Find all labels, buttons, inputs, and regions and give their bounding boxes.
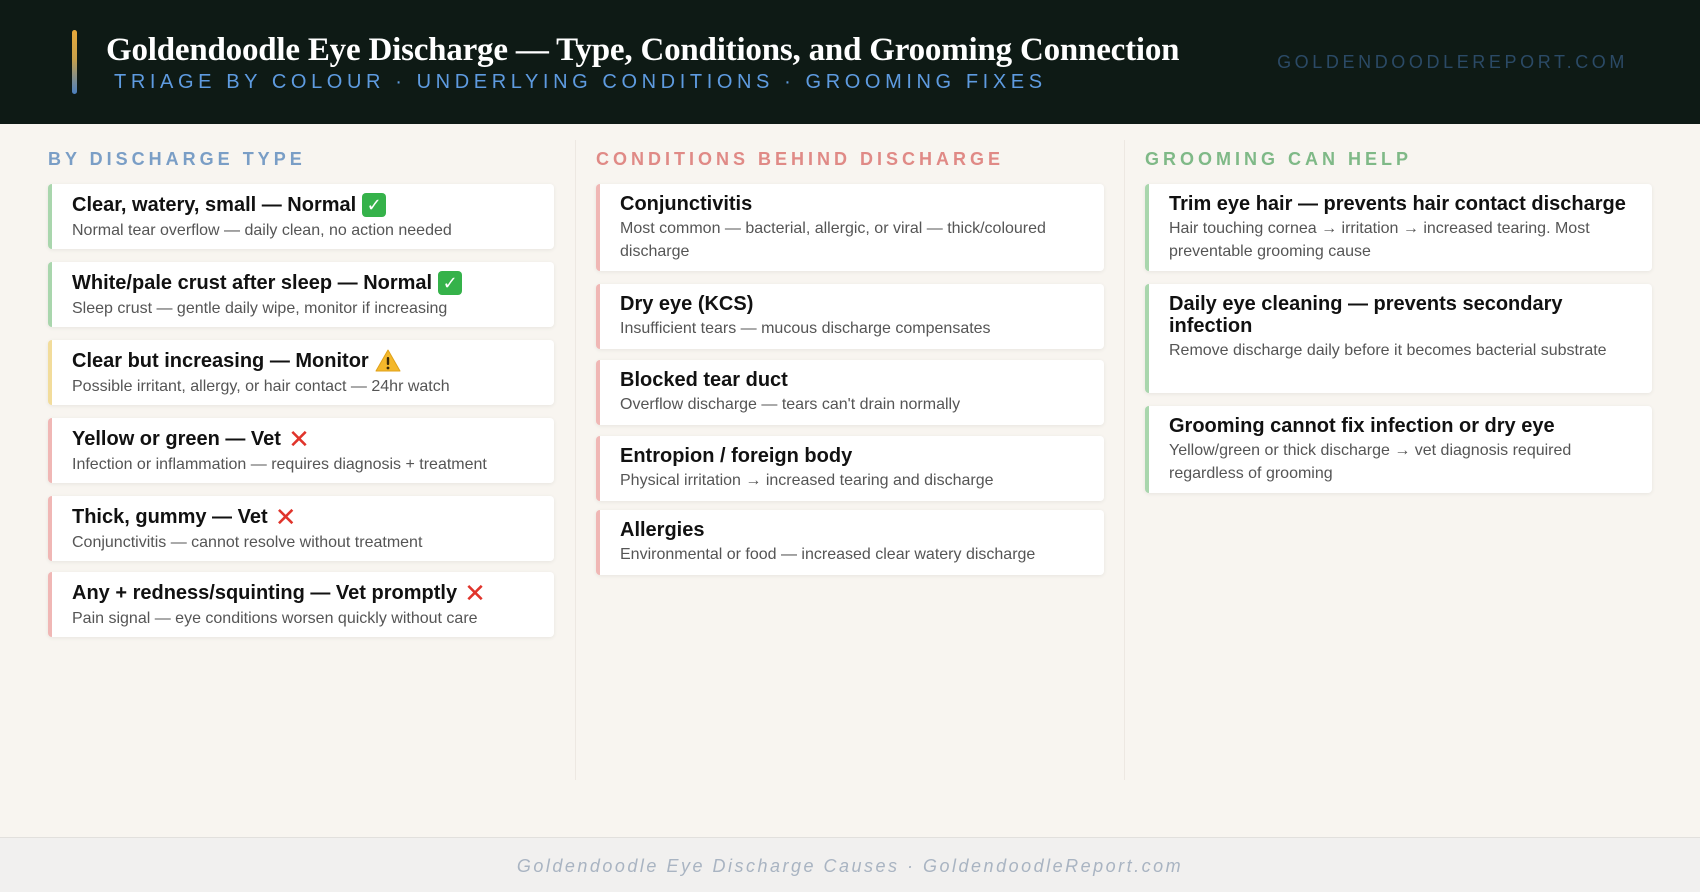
card-description: Hair touching cornea → irritation → increased tearing. Most preventable grooming cause — [1169, 220, 1590, 260]
card-description: Conjunctivitis — cannot resolve without treatment — [72, 534, 423, 551]
column-divider — [575, 140, 576, 780]
card-description: Physical irritation → increased tearing and discharge — [620, 472, 994, 489]
card-title: Thick, gummy — Vet — [72, 506, 268, 528]
card-title: Daily eye cleaning — prevents secondary infection — [1169, 293, 1563, 337]
page-title: Goldendoodle Eye Discharge — Type, Conditions, and Grooming Connection — [106, 32, 1180, 68]
card-title: White/pale crust after sleep — Normal — [72, 272, 433, 294]
check-icon: ✓ — [362, 193, 386, 217]
card-title: Dry eye (KCS) — [620, 293, 754, 315]
card-description: Infection or inflammation — requires diagnosis + treatment — [72, 456, 487, 473]
header-banner — [0, 0, 1700, 124]
card-title: Trim eye hair — prevents hair contact discharge — [1169, 193, 1626, 215]
card-description: Insufficient tears — mucous discharge compensates — [620, 320, 991, 337]
card-title: Allergies — [620, 519, 705, 541]
footer-text: Goldendoodle Eye Discharge Causes · GoldendoodleReport.com — [516, 856, 1184, 876]
card-title: Any + redness/squinting — Vet promptly — [72, 582, 458, 604]
card-description: Yellow/green or thick discharge → vet diagnosis required regardless of grooming — [1169, 442, 1572, 482]
card-title: Clear but increasing — Monitor — [72, 350, 369, 372]
check-icon: ✓ — [438, 271, 462, 295]
column-conditions — [596, 124, 1104, 774]
card-title: Conjunctivitis — [620, 193, 753, 215]
footer — [0, 837, 1700, 892]
card-entropion — [596, 436, 1104, 501]
site-name: GOLDENDOODLEREPORT.COM — [1277, 52, 1628, 72]
card-description: Overflow discharge — tears can't drain normally — [620, 396, 961, 413]
card-description: Sleep crust — gentle daily wipe, monitor if increasing — [72, 300, 448, 317]
card-redness-squinting — [48, 572, 554, 637]
card-title: Clear, watery, small — Normal — [72, 194, 357, 216]
card-description: Most common — bacterial, allergic, or viral — thick/coloured discharge — [620, 220, 1046, 260]
card-conjunctivitis — [596, 184, 1104, 271]
card-description: Possible irritant, allergy, or hair contact — 24hr watch — [72, 378, 450, 395]
card-grooming-limits — [1145, 406, 1652, 493]
card-title: Entropion / foreign body — [620, 445, 853, 467]
column-divider — [1124, 140, 1125, 780]
cross-icon: ✕ — [274, 502, 297, 532]
card-yellow-green — [48, 418, 554, 483]
card-dry-eye — [596, 284, 1104, 349]
card-clear-watery — [48, 184, 554, 249]
card-description: Environmental or food — increased clear watery discharge — [620, 546, 1036, 563]
card-blocked-tear-duct — [596, 360, 1104, 425]
cross-icon: ✕ — [288, 424, 310, 454]
card-allergies — [596, 510, 1104, 575]
column-discharge-type — [48, 124, 554, 774]
column-heading: GROOMING CAN HELP — [1145, 149, 1413, 169]
card-description: Pain signal — eye conditions worsen quickly without care — [72, 610, 478, 627]
card-title: Blocked tear duct — [620, 369, 788, 391]
column-heading: BY DISCHARGE TYPE — [48, 149, 306, 169]
card-description: Normal tear overflow — daily clean, no action needed — [72, 222, 452, 239]
card-description: Remove discharge daily before it becomes bacterial substrate — [1169, 342, 1607, 359]
card-trim-eye-hair — [1145, 184, 1652, 271]
card-thick-gummy — [48, 496, 554, 561]
card-clear-increasing — [48, 340, 554, 405]
card-title: Grooming cannot fix infection or dry eye — [1169, 415, 1555, 437]
column-grooming — [1145, 124, 1652, 774]
cross-icon: ✕ — [464, 578, 486, 608]
card-daily-eye-cleaning — [1145, 284, 1652, 393]
column-heading: CONDITIONS BEHIND DISCHARGE — [596, 149, 1005, 169]
page-subtitle: TRIAGE BY COLOUR · UNDERLYING CONDITIONS · GROOMING FIXES — [114, 71, 1047, 93]
header-accent-bar — [72, 30, 77, 94]
card-white-crust — [48, 262, 554, 327]
warning-icon — [375, 349, 401, 373]
card-title: Yellow or green — Vet — [72, 428, 281, 450]
